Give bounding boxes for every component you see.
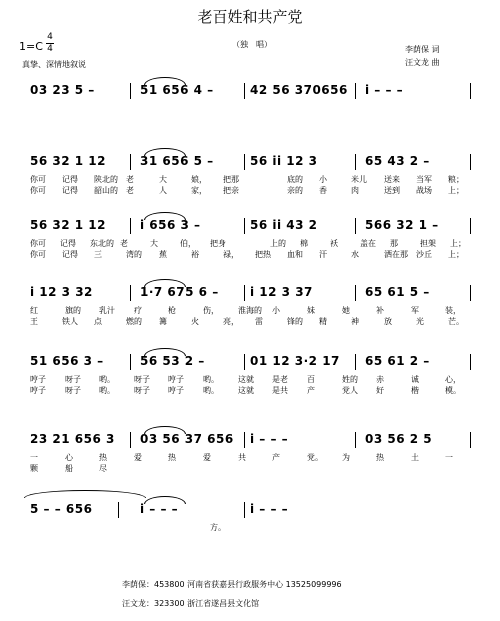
lyric-word: 补 bbox=[376, 306, 384, 315]
notation-row bbox=[18, 150, 480, 170]
lyric-word: 记得 bbox=[60, 239, 76, 248]
slur-mark bbox=[144, 279, 186, 287]
measure: i – – – bbox=[250, 432, 289, 446]
key-signature: 1=C bbox=[19, 40, 43, 53]
measure: 56 ii 43 2 bbox=[250, 218, 318, 232]
lyric-word: 沙丘 bbox=[416, 250, 432, 259]
measure: 5 – – 656 bbox=[30, 502, 93, 516]
lyric-word: 党人 bbox=[342, 386, 358, 395]
bar-line bbox=[355, 285, 356, 301]
slur-mark bbox=[144, 348, 186, 356]
lyric-word: 东北的 bbox=[90, 239, 114, 248]
lyric-word: 你可 bbox=[30, 239, 46, 248]
lyric-word: 为 bbox=[342, 453, 350, 462]
bar-line bbox=[130, 432, 131, 448]
lyric-line bbox=[18, 385, 480, 397]
lyric-word: 点 bbox=[94, 317, 102, 326]
lyric-word: 战场 bbox=[416, 186, 432, 195]
measure: 03 56 37 656 bbox=[140, 432, 234, 446]
lyric-word: 爱 bbox=[203, 453, 211, 462]
lyric-word: 赤 bbox=[376, 375, 384, 384]
bar-line bbox=[244, 83, 245, 99]
measure: 65 61 5 – bbox=[365, 285, 430, 299]
lyric-word: 光 bbox=[416, 317, 424, 326]
measure: 42 56 370656 bbox=[250, 83, 348, 97]
bar-line bbox=[355, 83, 356, 99]
bar-line bbox=[470, 83, 471, 99]
measure: 23 21 656 3 bbox=[30, 432, 115, 446]
lyric-word: 老 bbox=[120, 239, 128, 248]
lyric-word: 哼子 bbox=[30, 386, 46, 395]
lyric-word: 燃的 bbox=[126, 317, 142, 326]
slur-mark bbox=[144, 496, 186, 504]
lyric-word: 火 bbox=[191, 317, 199, 326]
measure: 03 56 2 5 bbox=[365, 432, 433, 446]
lyric-word: 裕 bbox=[191, 250, 199, 259]
slur-mark bbox=[144, 148, 186, 156]
lyric-word: 呀子 bbox=[65, 375, 81, 384]
lyric-word: 把热 bbox=[255, 250, 271, 259]
lyric-word: 把亲 bbox=[223, 186, 239, 195]
notation-row bbox=[18, 428, 480, 448]
bar-line bbox=[130, 354, 131, 370]
contact-text: 323300 浙江省遂昌县文化馆 bbox=[154, 599, 260, 608]
lyric-word: 她 bbox=[342, 306, 350, 315]
notation-row bbox=[18, 79, 480, 99]
contact-composer bbox=[122, 598, 259, 609]
lyric-word: 哼子 bbox=[30, 375, 46, 384]
lyric-word: 船 bbox=[65, 464, 73, 473]
contact-label: 汪文龙： bbox=[122, 599, 154, 608]
lyric-word: 尽 bbox=[99, 464, 107, 473]
lyric-word: 乳汁 bbox=[99, 306, 115, 315]
bar-line bbox=[355, 432, 356, 448]
lyric-word: 把身 bbox=[210, 239, 226, 248]
expression-mark: 真挚、深情地叙说 bbox=[22, 60, 86, 69]
song-title: 老百姓和共产党 bbox=[197, 8, 303, 26]
lyric-word: 你可 bbox=[30, 250, 46, 259]
meter-top: 4 bbox=[47, 32, 53, 42]
lyric-word: 这就 bbox=[238, 386, 254, 395]
lyric-word: 香 bbox=[319, 186, 327, 195]
lyric-word: 那 bbox=[390, 239, 398, 248]
slur-mark bbox=[144, 426, 186, 434]
bar-line bbox=[244, 432, 245, 448]
lyric-word: 姓的 bbox=[342, 375, 358, 384]
lyric-word: 一 bbox=[445, 453, 453, 462]
lyric-word: 诚 bbox=[411, 375, 419, 384]
measure: 56 53 2 – bbox=[140, 354, 205, 368]
lyric-word: 妹 bbox=[307, 306, 315, 315]
bar-line bbox=[470, 354, 471, 370]
measure: i 656 3 – bbox=[140, 218, 201, 232]
bar-line bbox=[470, 218, 471, 234]
measure: i 12 3 37 bbox=[250, 285, 313, 299]
lyric-word: 伯， bbox=[180, 239, 196, 248]
lyric-word: 送到 bbox=[384, 186, 400, 195]
bar-line bbox=[355, 218, 356, 234]
lyric-word: 上的 bbox=[270, 239, 286, 248]
bar-line bbox=[244, 354, 245, 370]
contact-label: 李荫保： bbox=[122, 580, 154, 589]
measure: 31 656 5 – bbox=[140, 154, 214, 168]
lyric-word: 疗 bbox=[134, 306, 142, 315]
notation-row bbox=[18, 214, 480, 234]
measure: i – – – bbox=[365, 83, 404, 97]
lyric-word: 热 bbox=[99, 453, 107, 462]
lyric-word: 陕北的 bbox=[94, 175, 118, 184]
lyric-word: 方。 bbox=[210, 523, 226, 532]
bar-line bbox=[355, 154, 356, 170]
measure: 03 23 5 – bbox=[30, 83, 95, 97]
lyric-word: 爱 bbox=[134, 453, 142, 462]
lyric-word: 淮海的 bbox=[238, 306, 262, 315]
lyric-line bbox=[18, 463, 480, 475]
lyric-line bbox=[18, 185, 480, 197]
lyric-word: 袄 bbox=[330, 239, 338, 248]
lyric-word: 记得 bbox=[62, 175, 78, 184]
notation-row bbox=[18, 281, 480, 301]
bar-line bbox=[470, 432, 471, 448]
lyric-word: 大 bbox=[150, 239, 158, 248]
bar-line bbox=[130, 218, 131, 234]
measure: i – – – bbox=[250, 502, 289, 516]
lyric-word: 蕉 bbox=[159, 250, 167, 259]
lyric-word: 人 bbox=[159, 186, 167, 195]
lyric-word: 热 bbox=[168, 453, 176, 462]
lyric-word: 土 bbox=[411, 453, 419, 462]
lyric-word: 哟。 bbox=[203, 375, 219, 384]
lyric-word: 你可 bbox=[30, 186, 46, 195]
bar-line bbox=[130, 285, 131, 301]
lyric-word: 娘， bbox=[191, 175, 207, 184]
tie-mark bbox=[24, 490, 146, 498]
measure: 566 32 1 – bbox=[365, 218, 439, 232]
measure: 56 32 1 12 bbox=[30, 218, 106, 232]
lyric-word: 担架 bbox=[420, 239, 436, 248]
measure: 51 656 4 – bbox=[140, 83, 214, 97]
lyric-word: 模。 bbox=[445, 386, 461, 395]
lyric-word: 党。 bbox=[307, 453, 323, 462]
lyric-word: 百 bbox=[307, 375, 315, 384]
slur-mark bbox=[144, 212, 186, 220]
time-signature bbox=[46, 33, 54, 54]
bar-line bbox=[130, 154, 131, 170]
lyric-word: 洒在那 bbox=[384, 250, 408, 259]
lyric-word: 上； bbox=[448, 186, 464, 195]
lyric-word: 三 bbox=[94, 250, 102, 259]
contact-text: 453800 河南省获嘉县行政服务中心 13525099996 bbox=[154, 580, 342, 589]
lyric-word: 王 bbox=[30, 317, 38, 326]
lyric-word: 记得 bbox=[62, 250, 78, 259]
lyric-word: 上； bbox=[448, 250, 464, 259]
bar-line bbox=[470, 285, 471, 301]
lyric-word: 产 bbox=[272, 453, 280, 462]
measure: 56 32 1 12 bbox=[30, 154, 106, 168]
lyric-word: 旗的 bbox=[65, 306, 81, 315]
lyric-word: 热 bbox=[376, 453, 384, 462]
lyric-word: 大 bbox=[159, 175, 167, 184]
bar-line bbox=[244, 218, 245, 234]
lyric-word: 禄， bbox=[223, 250, 239, 259]
lyric-word: 这就 bbox=[238, 375, 254, 384]
lyric-word: 芒。 bbox=[448, 317, 464, 326]
lyric-word: 老 bbox=[126, 175, 134, 184]
lyric-word: 底的 bbox=[287, 175, 303, 184]
lyric-word: 小 bbox=[272, 306, 280, 315]
lyric-line bbox=[18, 316, 480, 328]
lyric-word: 哼子 bbox=[168, 386, 184, 395]
lyric-word: 老 bbox=[126, 186, 134, 195]
lyric-word: 哼子 bbox=[168, 375, 184, 384]
lyric-word: 是老 bbox=[272, 375, 288, 384]
measure: 56 ii 12 3 bbox=[250, 154, 318, 168]
voice-type: （独 唱） bbox=[232, 40, 272, 49]
lyric-word: 呀子 bbox=[65, 386, 81, 395]
notation-row bbox=[18, 350, 480, 370]
lyric-word: 小 bbox=[319, 175, 327, 184]
lyric-word: 哟。 bbox=[203, 386, 219, 395]
lyric-word: 雷 bbox=[255, 317, 263, 326]
lyric-word: 装， bbox=[445, 306, 461, 315]
lyric-word: 伤， bbox=[203, 306, 219, 315]
lyric-word: 哟。 bbox=[99, 386, 115, 395]
lyricist-credit: 李荫保 词 bbox=[405, 45, 440, 54]
lyric-word: 盖在 bbox=[360, 239, 376, 248]
bar-line bbox=[130, 83, 131, 99]
lyric-word: 共 bbox=[238, 453, 246, 462]
measure: i – – – bbox=[140, 502, 179, 516]
lyric-word: 粮； bbox=[448, 175, 464, 184]
lyric-word: 亮， bbox=[223, 317, 239, 326]
measure: 1·7 675 6 – bbox=[140, 285, 219, 299]
lyric-word: 送来 bbox=[384, 175, 400, 184]
meter-bottom: 4 bbox=[47, 44, 53, 54]
lyric-word: 一 bbox=[30, 453, 38, 462]
lyric-word: 神 bbox=[351, 317, 359, 326]
bar-line bbox=[355, 354, 356, 370]
measure: 65 43 2 – bbox=[365, 154, 430, 168]
bar-line bbox=[244, 502, 245, 518]
measure: 65 61 2 – bbox=[365, 354, 430, 368]
lyric-word: 汗 bbox=[319, 250, 327, 259]
lyric-word: 血和 bbox=[287, 250, 303, 259]
lyric-word: 亲的 bbox=[287, 186, 303, 195]
lyric-word: 你可 bbox=[30, 175, 46, 184]
notation-row bbox=[18, 498, 480, 518]
lyric-word: 米儿 bbox=[351, 175, 367, 184]
bar-line bbox=[470, 154, 471, 170]
lyric-word: 铁人 bbox=[62, 317, 78, 326]
lyric-word: 心 bbox=[65, 453, 73, 462]
measure: i 12 3 32 bbox=[30, 285, 93, 299]
lyric-line bbox=[18, 522, 480, 534]
lyric-word: 是共 bbox=[272, 386, 288, 395]
lyric-word: 篝 bbox=[159, 317, 167, 326]
lyric-line bbox=[18, 249, 480, 261]
lyric-word: 湾的 bbox=[126, 250, 142, 259]
composer-credit: 汪文龙 曲 bbox=[405, 58, 440, 67]
lyric-word: 红 bbox=[30, 306, 38, 315]
measure: 51 656 3 – bbox=[30, 354, 104, 368]
lyric-word: 水 bbox=[351, 250, 359, 259]
lyric-word: 心， bbox=[445, 375, 461, 384]
bar-line bbox=[244, 154, 245, 170]
lyric-word: 呀子 bbox=[134, 386, 150, 395]
lyric-word: 棉 bbox=[300, 239, 308, 248]
lyric-word: 颗 bbox=[30, 464, 38, 473]
measure: 01 12 3·2 17 bbox=[250, 354, 340, 368]
lyric-word: 楷 bbox=[411, 386, 419, 395]
lyric-word: 韶山的 bbox=[94, 186, 118, 195]
bar-line bbox=[244, 285, 245, 301]
lyric-word: 锋的 bbox=[287, 317, 303, 326]
lyric-word: 枪 bbox=[168, 306, 176, 315]
lyric-word: 哟。 bbox=[99, 375, 115, 384]
lyric-word: 把那 bbox=[223, 175, 239, 184]
lyric-word: 当军 bbox=[416, 175, 432, 184]
lyric-word: 军 bbox=[411, 306, 419, 315]
lyric-word: 精 bbox=[319, 317, 327, 326]
lyric-word: 肉 bbox=[351, 186, 359, 195]
lyric-word: 上； bbox=[450, 239, 466, 248]
lyric-word: 记得 bbox=[62, 186, 78, 195]
lyric-word: 好 bbox=[376, 386, 384, 395]
bar-line bbox=[118, 502, 119, 518]
lyric-word: 呀子 bbox=[134, 375, 150, 384]
contact-lyricist bbox=[122, 579, 342, 590]
slur-mark bbox=[144, 77, 186, 85]
lyric-word: 放 bbox=[384, 317, 392, 326]
lyric-word: 家， bbox=[191, 186, 207, 195]
lyric-word: 产 bbox=[307, 386, 315, 395]
